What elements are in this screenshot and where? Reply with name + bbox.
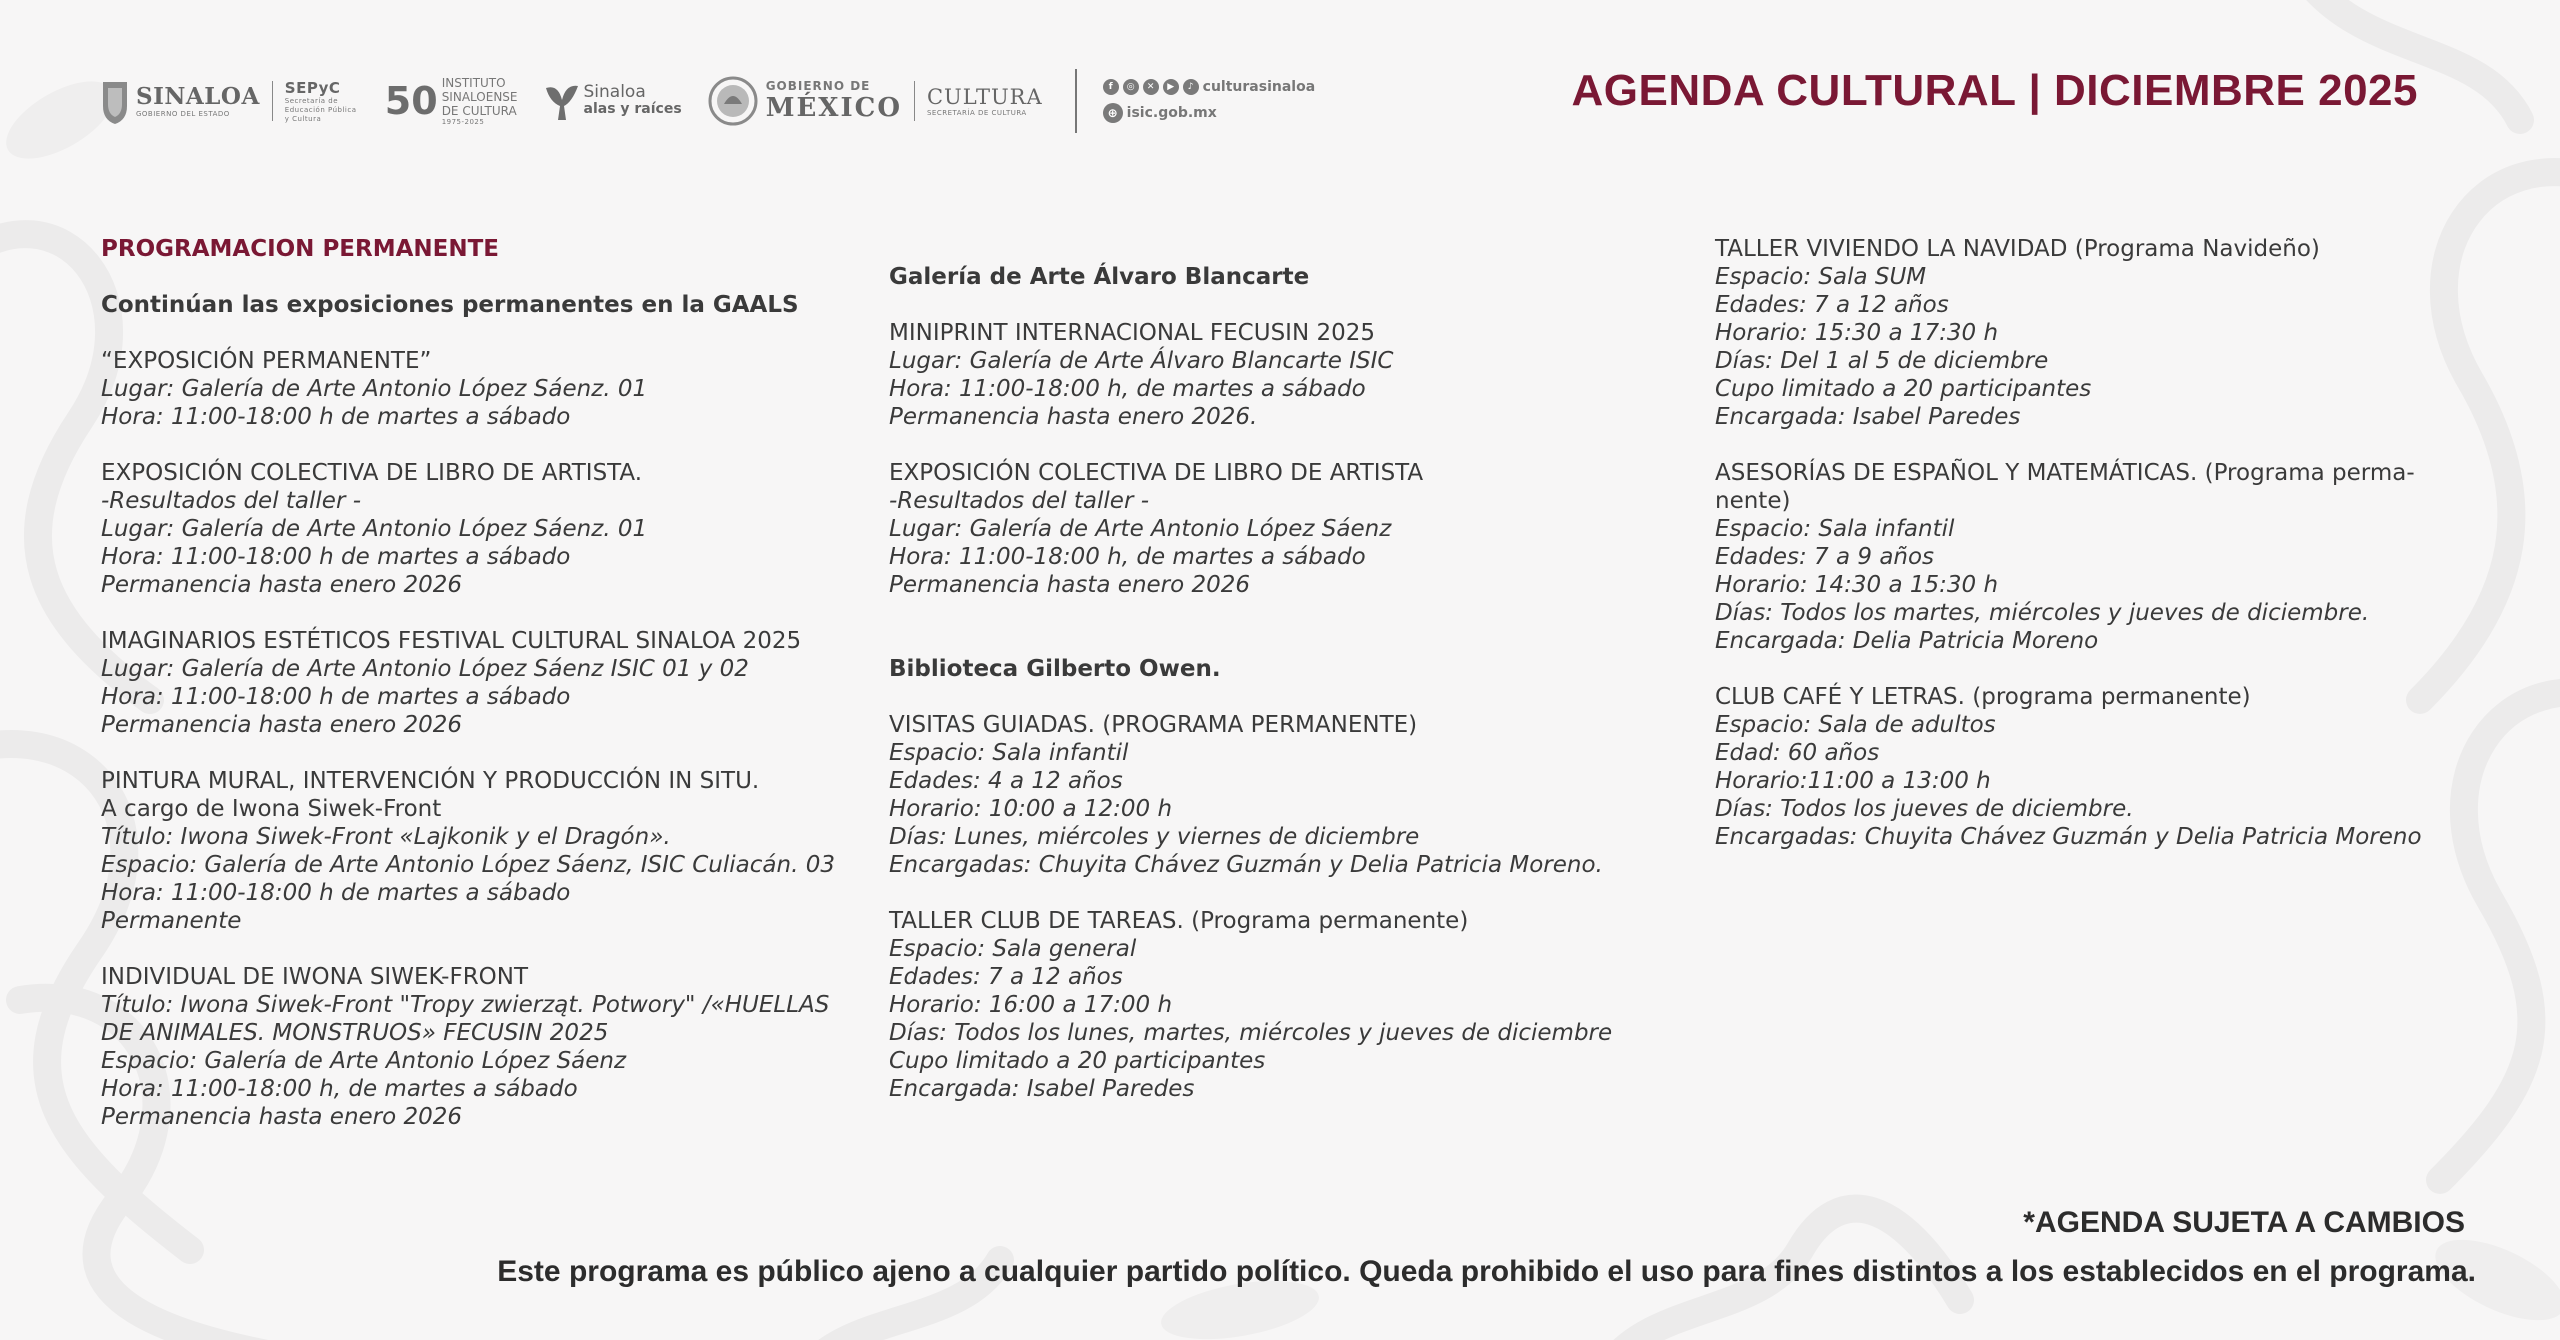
event-block (889, 907, 1612, 1103)
x-icon[interactable]: ✕ (1143, 79, 1159, 95)
social-handle-row[interactable] (1103, 79, 1316, 95)
event-detail: Permanencia hasta enero 2026. (889, 404, 1258, 430)
column-workshops (1715, 235, 2422, 851)
facebook-icon[interactable]: f (1103, 79, 1119, 95)
gobierno-logo-line1: GOBIERNO DE (765, 79, 871, 93)
event-subtitle: A cargo de Iwona Siwek-Front (101, 796, 442, 822)
page-title: AGENDA CULTURAL | DICIEMBRE 2025 (1571, 66, 2418, 115)
event-detail: Días: Todos los lunes, martes, miércoles y jueves de diciembre (889, 1020, 1613, 1046)
event-detail: Cupo limitado a 20 participantes (889, 1048, 1266, 1074)
event-title: MINIPRINT INTERNACIONAL FECUSIN 2025 (889, 320, 1375, 346)
event-block (101, 963, 835, 1131)
event-detail: Título: Iwona Siwek-Front "Tropy zwierząt. Potwory" /«HUELLAS (101, 992, 830, 1018)
event-block (1715, 235, 2422, 431)
website-link[interactable]: isic.gob.mx (1126, 105, 1217, 121)
event-detail: Espacio: Sala infantil (1715, 516, 1955, 542)
header-logos (100, 66, 1315, 136)
isic-logo-range: 1975-2025 (441, 117, 485, 126)
event-detail: Hora: 11:00-18:00 h de martes a sábado (101, 544, 571, 570)
event-detail: Hora: 11:00-18:00 h de martes a sábado (101, 404, 571, 430)
event-detail: Espacio: Sala SUM (1715, 264, 1927, 290)
isic-logo-line3: DE CULTURA (441, 103, 517, 118)
gallery-heading: Galería de Arte Álvaro Blancarte (889, 264, 1310, 290)
event-detail: Espacio: Galería de Arte Antonio López Sáenz, ISIC Culiacán. 03 (101, 852, 835, 878)
event-detail: Espacio: Sala infantil (889, 740, 1129, 766)
social-links (1103, 79, 1316, 123)
logo-divider (272, 81, 273, 121)
coat-of-arms-icon (708, 76, 758, 126)
event-title: ASESORÍAS DE ESPAÑOL Y MATEMÁTICAS. (Programa perma- (1715, 460, 2415, 486)
legal-disclaimer: Este programa es público ajeno a cualquier partido político. Queda prohibido el uso para fines distintos a los establecidos en el programa. (497, 1255, 2476, 1288)
event-detail: Lugar: Galería de Arte Antonio López Sáenz. 01 (101, 516, 648, 542)
event-block (889, 711, 1612, 879)
event-block (101, 767, 835, 935)
event-title: IMAGINARIOS ESTÉTICOS FESTIVAL CULTURAL SINALOA 2025 (101, 628, 802, 654)
sinaloa-logo[interactable] (100, 76, 359, 126)
event-detail: Permanencia hasta enero 2026 (101, 1104, 463, 1130)
event-title: “EXPOSICIÓN PERMANENTE” (101, 348, 432, 374)
event-detail: Hora: 11:00-18:00 h de martes a sábado (101, 880, 571, 906)
isic-logo-years: 50 (384, 79, 438, 123)
cultura-logo-name: CULTURA (926, 84, 1043, 109)
logo-divider (914, 81, 915, 121)
event-detail: Hora: 11:00-18:00 h, de martes a sábado (889, 376, 1366, 402)
event-detail: Título: Iwona Siwek-Front «Lajkonik y el Dragón». (101, 824, 671, 850)
event-title: TALLER CLUB DE TAREAS. (Programa permanente) (889, 908, 1469, 934)
event-detail: Espacio: Galería de Arte Antonio López Sáenz (101, 1048, 627, 1074)
event-detail: Espacio: Sala de adultos (1715, 712, 1996, 738)
event-detail: Encargada: Isabel Paredes (889, 1076, 1195, 1102)
alas-raices-logo[interactable] (544, 80, 682, 122)
event-detail: Lugar: Galería de Arte Antonio López Sáenz ISIC 01 y 02 (101, 656, 749, 682)
event-title: TALLER VIVIENDO LA NAVIDAD (Programa Navideño) (1715, 236, 2320, 262)
event-detail: -Resultados del taller - (889, 488, 1150, 514)
event-title: INDIVIDUAL DE IWONA SIWEK-FRONT (101, 964, 529, 990)
event-detail: Edades: 7 a 12 años (889, 964, 1123, 990)
website-row[interactable] (1103, 103, 1316, 123)
event-detail: Días: Del 1 al 5 de diciembre (1715, 348, 2049, 374)
event-detail: Lugar: Galería de Arte Antonio López Sáenz. 01 (101, 376, 648, 402)
event-detail: Horario: 16:00 a 17:00 h (889, 992, 1173, 1018)
event-detail: Edades: 7 a 9 años (1715, 544, 1935, 570)
event-block (889, 319, 1612, 431)
event-detail: Espacio: Sala general (889, 936, 1137, 962)
event-detail: Encargada: Delia Patricia Moreno (1715, 628, 2099, 654)
globe-icon: ⊕ (1103, 103, 1123, 123)
event-title: CLUB CAFÉ Y LETRAS. (programa permanente) (1715, 684, 2251, 710)
event-detail: Horario: 14:30 a 15:30 h (1715, 572, 1999, 598)
tiktok-icon[interactable]: ♪ (1183, 79, 1199, 95)
event-block (101, 459, 835, 599)
event-title: nente) (1715, 488, 1791, 514)
event-detail: Hora: 11:00-18:00 h, de martes a sábado (889, 544, 1366, 570)
cultura-logo-sub: SECRETARÍA DE CULTURA (926, 108, 1027, 117)
alas-logo-line1: Sinaloa (583, 82, 646, 102)
event-title: EXPOSICIÓN COLECTIVA DE LIBRO DE ARTISTA (889, 460, 1424, 486)
youtube-icon[interactable]: ▶ (1163, 79, 1179, 95)
gobierno-logo-line2: MÉXICO (765, 93, 902, 123)
event-detail: Lugar: Galería de Arte Álvaro Blancarte ISIC (889, 348, 1394, 374)
bird-icon (544, 80, 580, 122)
event-detail: Hora: 11:00-18:00 h de martes a sábado (101, 684, 571, 710)
event-detail: Horario:11:00 a 13:00 h (1715, 768, 1991, 794)
event-detail: Encargadas: Chuyita Chávez Guzmán y Delia Patricia Moreno (1715, 824, 2422, 850)
event-detail: DE ANIMALES. MONSTRUOS» FECUSIN 2025 (101, 1020, 609, 1046)
event-title: VISITAS GUIADAS. (PROGRAMA PERMANENTE) (889, 712, 1418, 738)
library-heading: Biblioteca Gilberto Owen. (889, 656, 1221, 682)
sinaloa-logo-name: SINALOA (136, 83, 260, 110)
event-detail: Hora: 11:00-18:00 h, de martes a sábado (101, 1076, 578, 1102)
event-detail: Permanencia hasta enero 2026 (889, 572, 1251, 598)
isic-logo-line1: INSTITUTO (441, 75, 506, 90)
event-block (1715, 683, 2422, 851)
event-detail: Cupo limitado a 20 participantes (1715, 376, 2092, 402)
event-detail: Días: Lunes, miércoles y viernes de diciembre (889, 824, 1420, 850)
event-title: EXPOSICIÓN COLECTIVA DE LIBRO DE ARTISTA. (101, 460, 643, 486)
event-detail: Permanencia hasta enero 2026 (101, 712, 463, 738)
event-detail: Permanente (101, 908, 242, 934)
event-detail: -Resultados del taller - (101, 488, 362, 514)
instagram-icon[interactable]: ◎ (1123, 79, 1139, 95)
schedule-change-note: *AGENDA SUJETA A CAMBIOS (2023, 1206, 2465, 1239)
section-title: PROGRAMACION PERMANENTE (101, 236, 500, 262)
event-detail: Edades: 4 a 12 años (889, 768, 1123, 794)
event-block (889, 459, 1612, 599)
event-detail: Edad: 60 años (1715, 740, 1880, 766)
sinaloa-logo-sub: GOBIERNO DEL ESTADO (136, 110, 230, 118)
event-detail: Encargada: Isabel Paredes (1715, 404, 2021, 430)
social-handle[interactable]: culturasinaloa (1202, 79, 1316, 95)
event-detail: Días: Todos los jueves de diciembre. (1715, 796, 2134, 822)
event-title: PINTURA MURAL, INTERVENCIÓN Y PRODUCCIÓN IN SITU. (101, 768, 760, 794)
event-block (101, 627, 835, 739)
event-detail: Horario: 15:30 a 17:30 h (1715, 320, 1999, 346)
isic-logo[interactable] (385, 76, 518, 127)
alas-logo-line2: alas y raíces (583, 101, 682, 117)
event-detail: Edades: 7 a 12 años (1715, 292, 1949, 318)
event-block (1715, 459, 2422, 655)
sinaloa-shield-icon (100, 76, 130, 126)
intro-text: Continúan las exposiciones permanentes en la GAALS (101, 292, 799, 318)
column-galleries-library (889, 263, 1612, 1103)
header-divider (1075, 69, 1077, 133)
event-detail: Permanencia hasta enero 2026 (101, 572, 463, 598)
sepyc-logo-sub: Secretaría de Educación Pública y Cultura (284, 96, 357, 123)
column-permanent-program (101, 235, 835, 1131)
isic-logo-line2: SINALOENSE (441, 89, 518, 104)
sepyc-logo-name: SEPyC (284, 78, 341, 97)
event-block (101, 347, 835, 431)
event-detail: Lugar: Galería de Arte Antonio López Sáenz (889, 516, 1392, 542)
event-detail: Encargadas: Chuyita Chávez Guzmán y Delia Patricia Moreno. (889, 852, 1603, 878)
event-detail: Días: Todos los martes, miércoles y jueves de diciembre. (1715, 600, 2370, 626)
gobierno-mexico-logo[interactable] (708, 76, 1043, 126)
event-detail: Horario: 10:00 a 12:00 h (889, 796, 1173, 822)
